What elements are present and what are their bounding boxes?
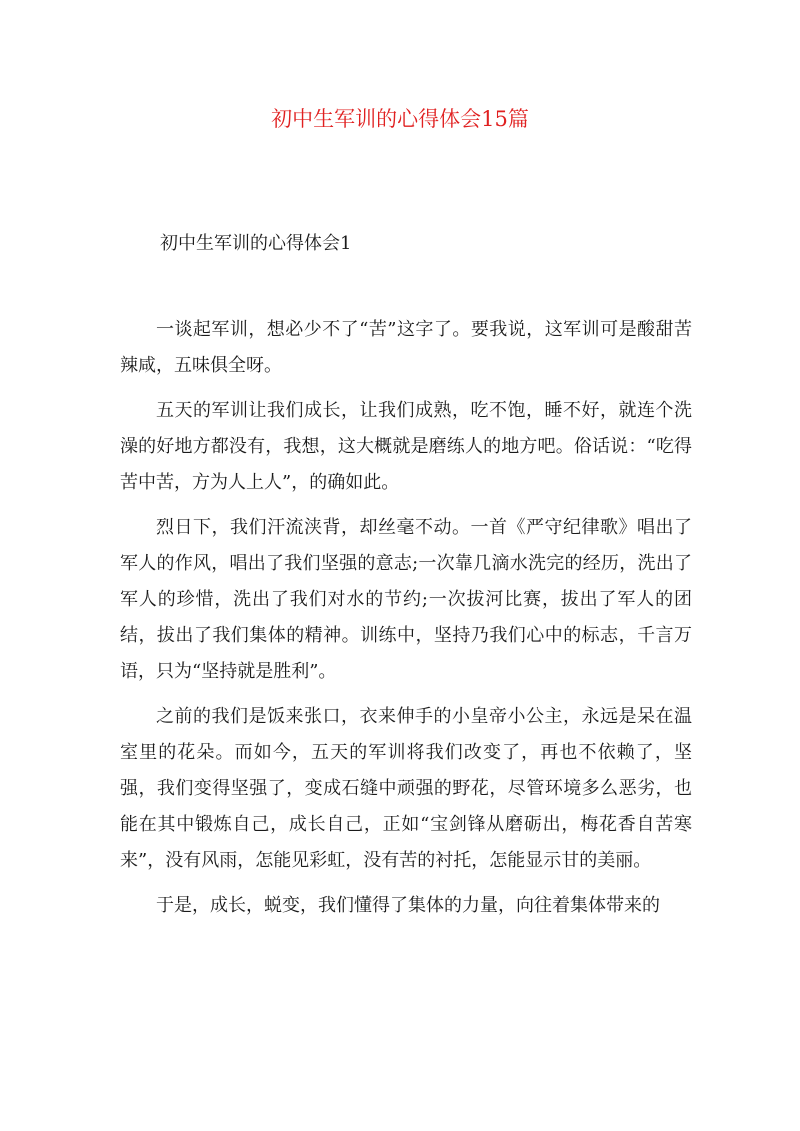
paragraph-2: 五天的军训让我们成长，让我们成熟，吃不饱，睡不好，就连个洗澡的好地方都没有，我想，这大概就是磨练人的地方吧。俗话说：“吃得苦中苦，方为人上人”，的确如此。	[120, 400, 692, 493]
paragraph-5: 于是，成长，蜕变，我们懂得了集体的力量，向往着集体带来的	[156, 895, 660, 916]
document-body	[120, 312, 692, 933]
section-heading: 初中生军训的心得体会1	[160, 233, 352, 254]
paragraph-3: 烈日下，我们汗流浃背，却丝毫不动。一首《严守纪律歌》唱出了军人的作风，唱出了我们坚强的意志;一次靠几滴水洗完的经历，洗出了军人的珍惜，洗出了我们对水的节约;一次拔河比赛，拔出了军人的团结，拔出了我们集体的精神。训练中，坚持乃我们心中的标志，千言万语，只为“坚持就是胜利”。	[120, 517, 692, 682]
paragraph-4: 之前的我们是饭来张口，衣来伸手的小皇帝小公主，永远是呆在温室里的花朵。而如今，五天的军训将我们改变了，再也不依赖了，坚强，我们变得坚强了，变成石缝中顽强的野花，尽管环境多么恶劣，也能在其中锻炼自己，成长自己，正如“宝剑锋从磨砺出，梅花香自苦寒来”，没有风雨，怎能见彩虹，没有苦的衬托，怎能显示甘的美丽。	[120, 706, 692, 871]
document-title: 初中生军训的心得体会15篇	[271, 107, 529, 131]
paragraph-1: 一谈起军训，想必少不了“苦”这字了。要我说，这军训可是酸甜苦辣咸，五味俱全呀。	[120, 319, 692, 376]
